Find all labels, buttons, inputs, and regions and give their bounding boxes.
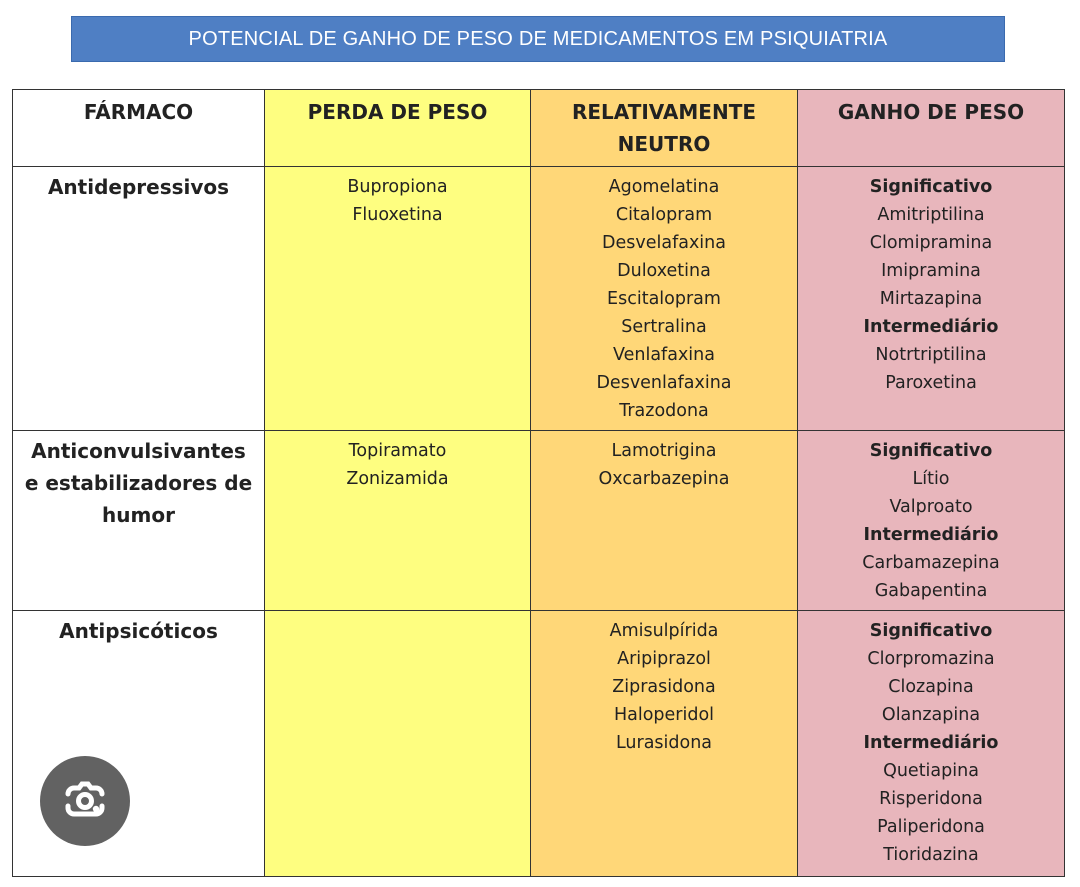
header-neutro-line1: RELATIVAMENTE [571,100,757,124]
drug-item: Topiramato [348,441,447,461]
cell-ganho-antipsicoticos [798,613,1064,869]
drug-item: Bupropiona [347,177,448,197]
drug-item: Desvelafaxina [602,233,726,253]
drug-item: Mirtazapina [879,289,983,309]
drug-item: Carbamazepina [862,553,1000,573]
drug-item: Clorpromazina [867,649,995,669]
drug-item: Venlafaxina [613,345,715,365]
drug-item: Haloperidol [613,705,715,725]
category-significativo: Significativo [869,177,993,197]
row-label-text: Antipsicóticos [59,619,218,643]
drug-item: Aripiprazol [617,649,711,669]
row-label-text: Antidepressivos [47,175,230,199]
drug-item: Fluoxetina [352,205,443,225]
drug-item: Tioridazina [883,845,979,865]
lens-camera-button[interactable] [40,756,130,846]
row-divider [13,430,1064,431]
drug-item: Clomipramina [869,233,993,253]
row-label-line: Anticonvulsivantes [31,439,246,463]
drug-item: Lamotrigina [611,441,717,461]
drug-item: Clozapina [888,677,974,697]
cell-neutro-antipsicoticos [531,613,797,757]
header-neutro [531,90,797,166]
drug-item: Amitriptilina [877,205,985,225]
header-farmaco [13,90,264,166]
drug-item: Imipramina [881,261,981,281]
category-significativo: Significativo [869,441,993,461]
category-significativo: Significativo [869,621,993,641]
cell-perda-anticonvulsivantes [265,433,530,493]
drug-item: Lurasidona [615,733,713,753]
drug-item: Escitalopram [607,289,721,309]
drug-item: Notrtriptilina [875,345,987,365]
weight-gain-table [12,89,1065,877]
drug-item: Duloxetina [617,261,711,281]
page-title: POTENCIAL DE GANHO DE PESO DE MEDICAMENTOS EM PSIQUIATRIA [71,16,1005,62]
drug-item: Gabapentina [874,581,988,601]
row-divider [13,166,1064,167]
drug-item: Quetiapina [883,761,979,781]
cell-perda-antidepressivos [265,169,530,229]
drug-item: Desvenlafaxina [596,373,732,393]
row-label-line: e estabilizadores de [24,471,253,495]
row-divider [13,610,1064,611]
cell-ganho-anticonvulsivantes [798,433,1064,605]
drug-item: Olanzapina [881,705,981,725]
drug-item: Valproato [889,497,973,517]
row-label-antipsicoticos [13,613,264,647]
drug-item: Oxcarbazepina [598,469,730,489]
cell-neutro-antidepressivos [531,169,797,425]
header-perda [265,90,530,166]
drug-item: Zonizamida [346,469,449,489]
row-label-line: humor [102,503,175,527]
header-neutro-line2: NEUTRO [617,132,711,156]
category-intermediario: Intermediário [863,733,999,753]
header-perda-label: PERDA DE PESO [307,100,488,124]
cell-perda-antipsicoticos [265,613,530,617]
drug-item: Trazodona [619,401,709,421]
cell-ganho-antidepressivos [798,169,1064,397]
drug-item: Amisulpírida [609,621,719,641]
drug-item: Agomelatina [608,177,720,197]
cell-neutro-anticonvulsivantes [531,433,797,493]
drug-item: Paliperidona [877,817,985,837]
drug-item: Lítio [912,469,950,489]
drug-item: Paroxetina [885,373,977,393]
drug-item: Risperidona [879,789,983,809]
row-label-anticonvulsivantes [13,433,264,531]
row-label-antidepressivos [13,169,264,203]
category-intermediario: Intermediário [863,317,999,337]
header-ganho-label: GANHO DE PESO [837,100,1025,124]
drug-item: Ziprasidona [612,677,716,697]
lens-camera-icon [60,778,110,824]
drug-item: Citalopram [615,205,713,225]
header-ganho [798,90,1064,166]
category-intermediario: Intermediário [863,525,999,545]
header-farmaco-label: FÁRMACO [83,100,194,124]
drug-item: Sertralina [621,317,707,337]
